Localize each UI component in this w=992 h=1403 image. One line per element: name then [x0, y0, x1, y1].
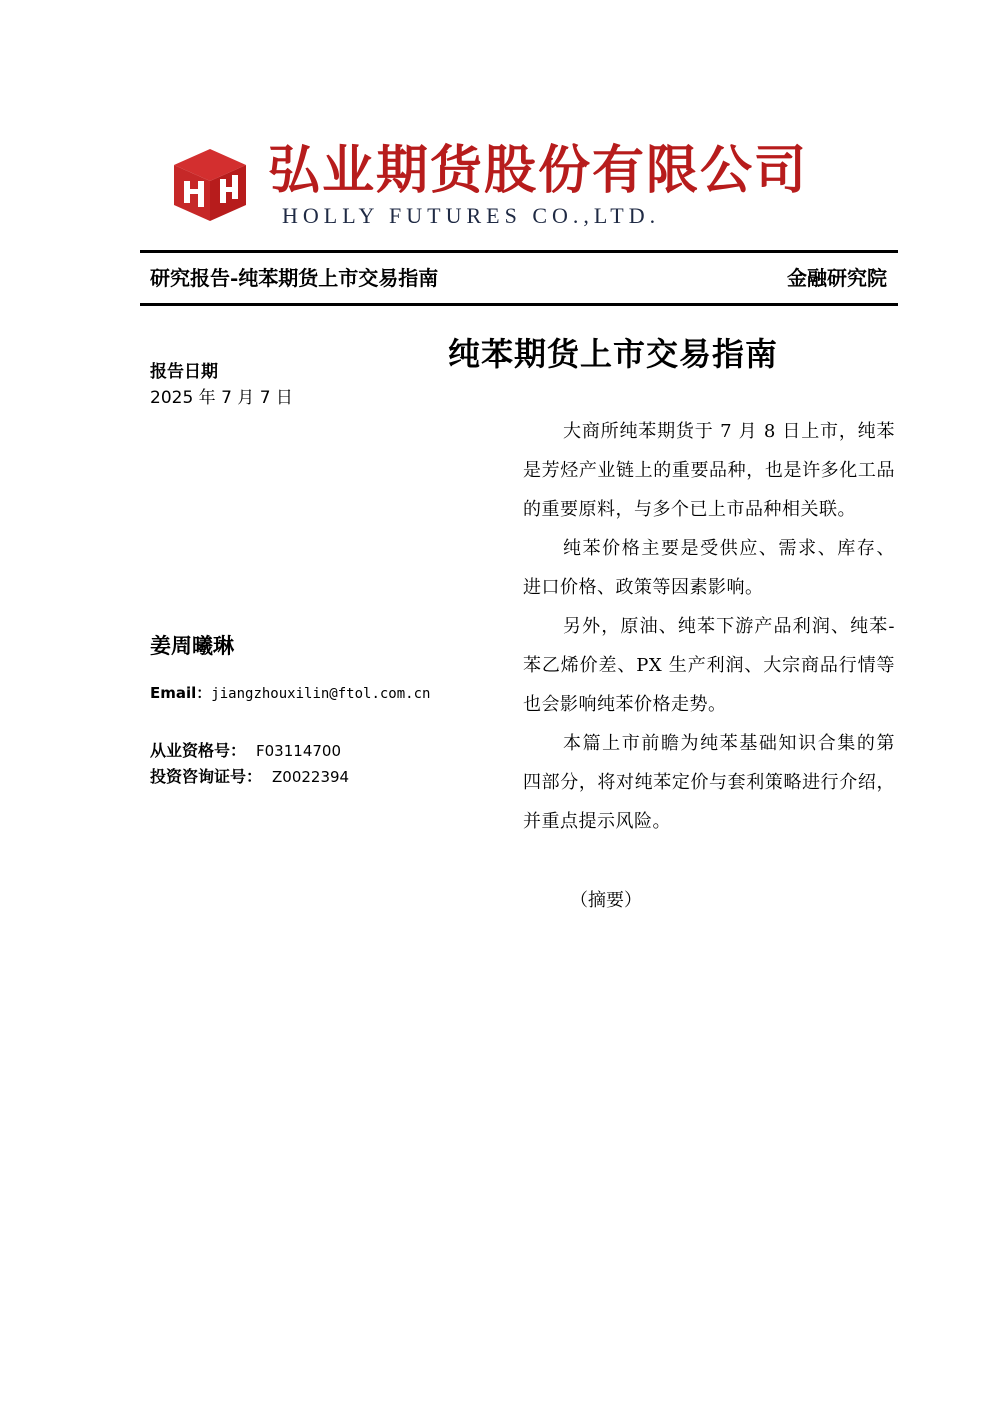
- report-date-value: 2025 年 7 月 7 日: [150, 388, 293, 408]
- qualification-line: [150, 739, 341, 763]
- summary-paragraph: 大商所纯苯期货于 7 月 8 日上市，纯苯是芳烃产业链上的重要品种，也是许多化工品的重要原料，与多个已上市品种相关联。: [523, 421, 895, 520]
- header-rule-bottom: [140, 303, 898, 306]
- consulting-label: 投资咨询证号：: [150, 767, 263, 786]
- summary-body: [523, 412, 895, 841]
- page-title: 纯苯期货上市交易指南: [448, 335, 779, 373]
- consulting-line: [150, 765, 349, 789]
- consulting-number: Z0022394: [272, 768, 350, 786]
- company-name-en: HOLLY FUTURES CO.,LTD.: [282, 203, 661, 228]
- qualification-number: F03114700: [256, 742, 341, 760]
- qualification-label: 从业资格号：: [150, 741, 247, 760]
- author-email[interactable]: jiangzhouxilin@ftol.com.cn: [211, 686, 431, 702]
- summary-paragraph: 另外，原油、纯苯下游产品利润、纯苯-苯乙烯价差、PX 生产利润、大宗商品行情等也会影响纯苯价格走势。: [523, 616, 895, 715]
- holly-futures-logo-icon: [170, 143, 250, 223]
- email-label: Email：: [150, 684, 212, 702]
- summary-paragraph: 本篇上市前瞻为纯苯基础知识合集的第四部分，将对纯苯定价与套利策略进行介绍，并重点提示风险。: [523, 733, 895, 832]
- summary-tag: （摘要）: [570, 890, 642, 911]
- report-date-label: 报告日期: [150, 362, 218, 382]
- summary-paragraph: 纯苯价格主要是受供应、需求、库存、进口价格、政策等因素影响。: [523, 538, 895, 598]
- author-email-line: [150, 681, 430, 706]
- header-rule-top: [140, 250, 898, 253]
- department-label: 金融研究院: [787, 266, 887, 290]
- author-name: 姜周曦琳: [150, 633, 234, 658]
- report-category: 研究报告-纯苯期货上市交易指南: [150, 266, 439, 290]
- company-name-cn: 弘业期货股份有限公司: [268, 140, 809, 201]
